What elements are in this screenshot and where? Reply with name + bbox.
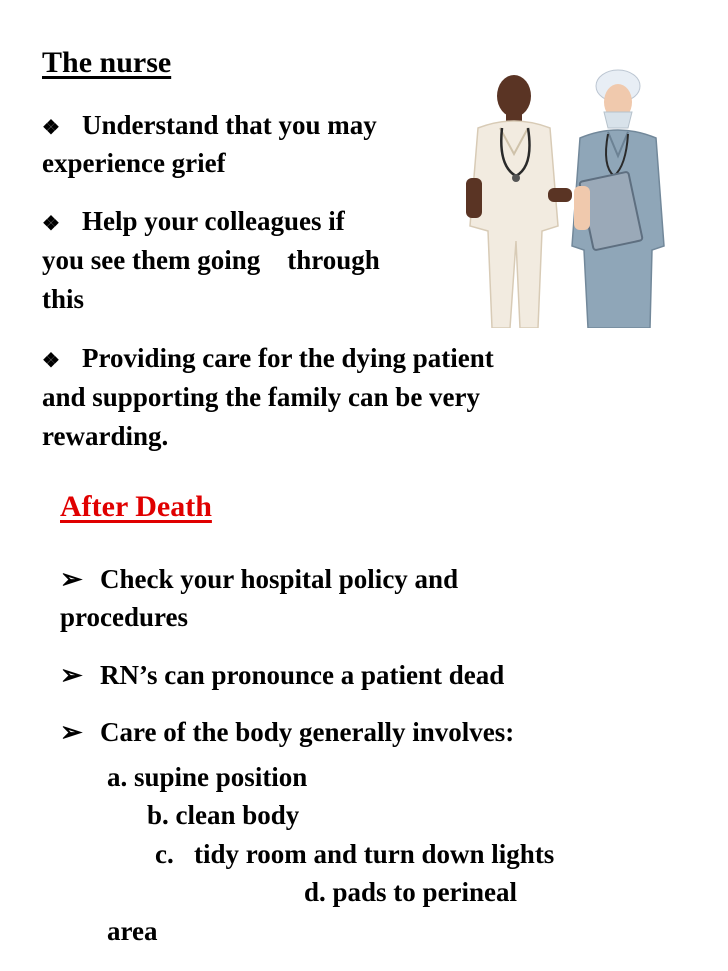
nurse-bullet-2 bbox=[42, 202, 345, 243]
death-bullet-2-line-1: RN’s can pronounce a patient dead bbox=[100, 660, 505, 690]
diamond-bullet-icon: ❖ bbox=[42, 117, 60, 139]
diamond-bullet-icon: ❖ bbox=[42, 350, 60, 372]
nurse-bullet-3-line-3: rewarding. bbox=[42, 421, 169, 451]
arrow-bullet-icon: ➢ bbox=[60, 564, 83, 594]
nurse-bullet-1 bbox=[42, 106, 377, 147]
nurse-bullet-1-line-1: Understand that you may bbox=[82, 110, 377, 140]
sub-item-d-continued: area bbox=[107, 916, 158, 946]
nurse-bullet-3-line-1: Providing care for the dying patient bbox=[82, 343, 494, 373]
sub-item-d: d. pads to perineal bbox=[304, 877, 518, 907]
nurse-bullet-3 bbox=[42, 339, 494, 380]
death-bullet-1 bbox=[60, 560, 458, 598]
nurse-bullet-1-line-2: experience grief bbox=[42, 148, 226, 178]
death-bullet-1-line-1: Check your hospital policy and bbox=[100, 564, 459, 594]
diamond-bullet-icon: ❖ bbox=[42, 213, 60, 235]
arrow-bullet-icon: ➢ bbox=[60, 717, 83, 747]
nurse-bullet-3-line-2: and supporting the family can be very bbox=[42, 382, 481, 412]
sub-item-b: b. clean body bbox=[147, 800, 300, 830]
sub-item-a: a. supine position bbox=[107, 762, 308, 792]
nurses-photo-icon bbox=[458, 66, 670, 328]
arrow-bullet-icon: ➢ bbox=[60, 660, 83, 690]
male-nurse bbox=[466, 75, 572, 328]
section-title-after-death: After Death bbox=[60, 490, 212, 523]
female-nurse bbox=[572, 70, 664, 328]
nurse-bullet-2-line-3: this bbox=[42, 284, 85, 314]
section-title-nurse: The nurse bbox=[42, 46, 172, 79]
death-bullet-2 bbox=[60, 656, 504, 694]
nurse-bullet-2-line-2: you see them going through bbox=[42, 245, 380, 275]
death-bullet-3-line-1: Care of the body generally involves: bbox=[100, 717, 515, 747]
nurse-bullet-2-line-1: Help your colleagues if bbox=[82, 206, 345, 236]
death-bullet-3 bbox=[60, 713, 514, 751]
sub-item-c: c. tidy room and turn down lights bbox=[155, 839, 555, 869]
death-bullet-1-line-2: procedures bbox=[60, 602, 188, 632]
